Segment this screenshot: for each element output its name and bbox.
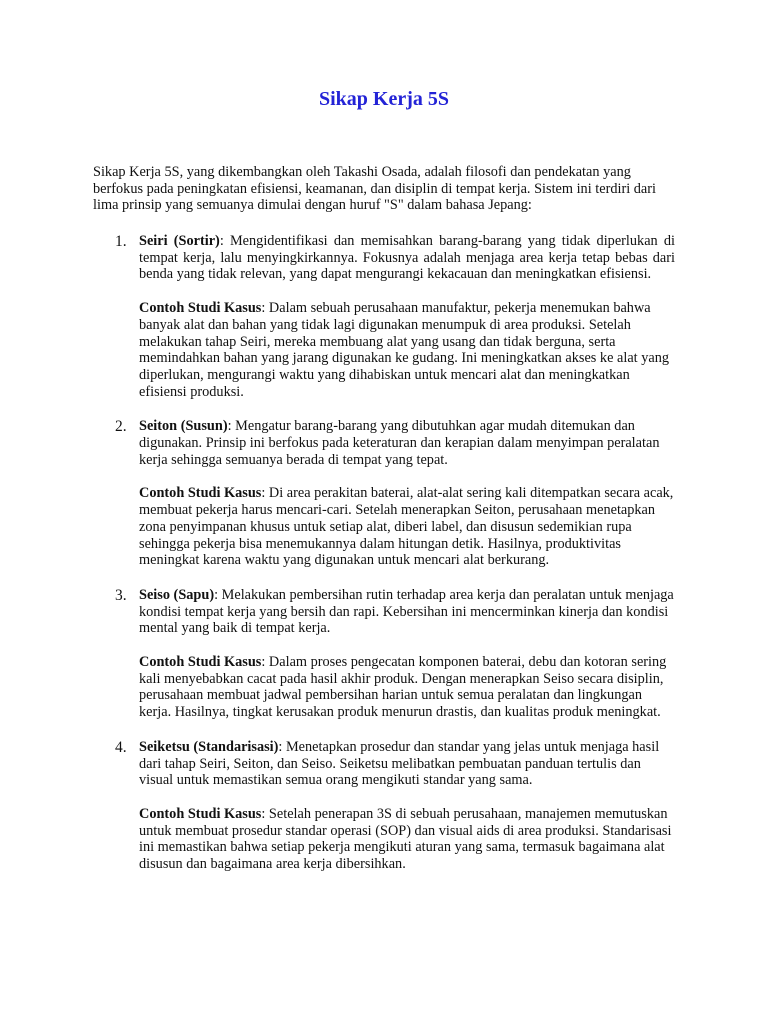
item-description: Seiso (Sapu): Melakukan pembersihan rutin terhadap area kerja dan peralatan untuk menjaga kondisi tempat kerja yang bersih dan rapi. Kebersihan ini mencerminkan kinerja dan kondisi mental yang baik di tempat kerja. [139,586,674,637]
item-term: Seiri (Sortir) [139,233,220,249]
list-item [0,739,768,873]
item-term: Seiton (Susun) [139,418,228,435]
case-label: Contoh Studi Kasus [139,805,262,822]
item-number: 4. [115,738,127,756]
page-title: Sikap Kerja 5S [318,88,450,110]
list-item [0,233,768,400]
item-number: 1. [115,233,127,250]
case-study: Contoh Studi Kasus: Dalam sebuah perusahaan manufaktur, pekerja menemukan bahwa banyak alat dan bahan yang tidak lagi digunakan menumpuk di area produksi. Setelah melakukan tahap Seiri, mereka membuang alat yang usang dan tidak berguna, serta memindahkan bahan yang jarang digunakan ke gudang. Ini meningkatkan akses ke alat yang diperlukan, mengurangi waktu yang dihabiskan untuk mencari alat dan meningkatkan efisiensi produksi. [139,300,670,400]
item-term: Seiketsu (Standarisasi) [139,738,279,755]
case-study: Contoh Studi Kasus: Setelah penerapan 3S di sebuah perusahaan, manajemen memutuskan untuk membuat prosedur standar operasi (SOP) dan visual aids di area produksi. Standarisasi ini memastikan bahwa setiap pekerja mengikuti aturan yang sama, termasuk bagaimana alat disusun dan bagaimana area kerja dibersihkan. [139,805,672,873]
case-label: Contoh Studi Kasus [139,654,262,671]
item-number: 3. [115,586,127,604]
list-item [0,587,768,721]
case-label: Contoh Studi Kasus [139,485,262,502]
intro-paragraph: Sikap Kerja 5S, yang dikembangkan oleh Takashi Osada, adalah filosofi dan pendekatan yang berfokus pada peningkatan efisiensi, keamanan, dan disiplin di tempat kerja. Sistem ini terdiri dari lima prinsip yang semuanya dimulai dengan huruf "S" dalam bahasa Jepang: [93,164,656,213]
item-description: Seiton (Susun): Mengatur barang-barang yang dibutuhkan agar mudah ditemukan dan digunakan. Prinsip ini berfokus pada keteraturan dan kerapian dalam menyimpan peralatan kerja sehingga semuanya berada di tempat yang tepat. [139,418,660,468]
list-item [0,418,768,569]
case-study: Contoh Studi Kasus: Dalam proses pengecatan komponen baterai, debu dan kotoran sering kali menyebabkan cacat pada hasil akhir produk. Dengan menerapkan Seiso secara disiplin, perusahaan membuat jadwal pembersihan harian untuk semua peralatan dan lingkungan kerja. Hasilnya, tingkat kerusakan produk menurun drastis, dan kualitas produk meningkat. [139,654,667,721]
item-description: Seiketsu (Standarisasi): Menetapkan prosedur dan standar yang jelas untuk menjaga hasil dari tahap Seiri, Seiton, dan Seiso. Seiketsu melibatkan pembuatan panduan tertulis dan visual untuk memastikan semua orang mengikuti standar yang sama. [139,738,660,789]
case-label: Contoh Studi Kasus [139,300,262,317]
item-description: Seiri (Sortir): Mengidentifikasi dan memisahkan barang-barang yang tidak diperlukan di tempat kerja, lalu menyingkirkannya. Fokusnya adalah menjaga area kerja tetap bebas dari benda yang tidak relevan, yang dapat mengurangi kekacauan dan meningkatkan efisiensi. [139,233,675,283]
case-study: Contoh Studi Kasus: Di area perakitan baterai, alat-alat sering kali ditempatkan secara acak, membuat pekerja harus mencari-cari. Setelah menerapkan Seiton, perusahaan menetapkan zona penyimpanan khusus untuk setiap alat, diberi label, dan disusun sedemikian rupa sehingga pekerja bisa menemukannya dalam hitungan detik. Hasilnya, produktivitas meningkat karena waktu yang digunakan untuk mencari alat berkurang. [139,485,674,569]
item-number: 2. [115,418,127,436]
item-term: Seiso (Sapu) [139,586,215,603]
principles-list [0,233,768,891]
